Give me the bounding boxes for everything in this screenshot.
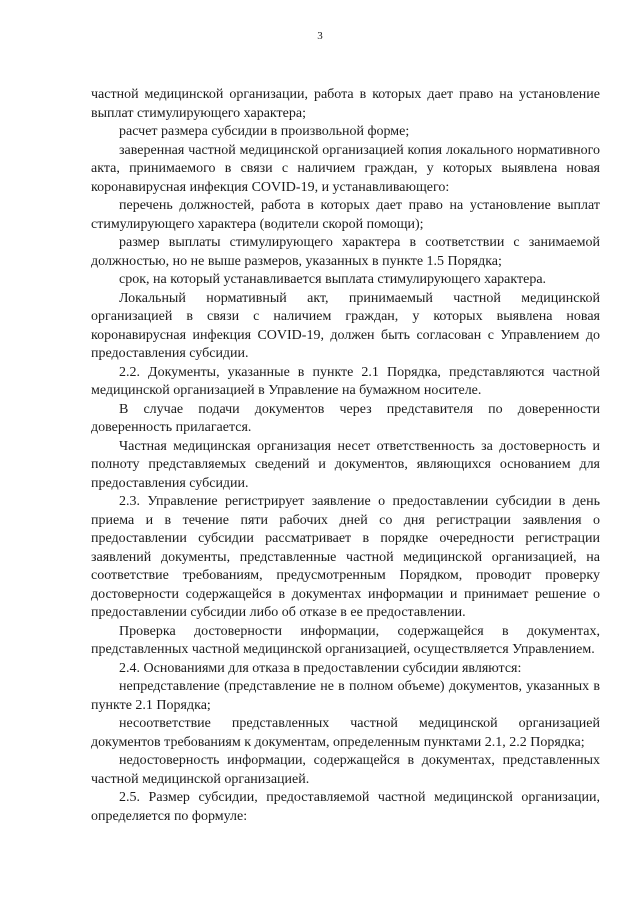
paragraph: перечень должностей, работа в которых дает право на установление выплат стимулирующего характера (водители скорой помощи); [91,198,600,232]
paragraph: В случае подачи документов через представителя по доверенности доверенность прилагается. [91,401,600,435]
paragraph: расчет размера субсидии в произвольной форме; [119,124,410,139]
paragraph: недостоверность информации, содержащейся в документах, представленных частной медицинской организацией. [91,753,600,787]
paragraph: непредставление (представление не в полном объеме) документов, указанных в пункте 2.1 Порядка; [91,679,600,713]
document-body [91,86,600,826]
paragraph: Локальный нормативный акт, принимаемый частной медицинской организацией в связи с наличием граждан, у которых выявлена новая коронавирусная инфекция COVID-19, должен быть согласован с Управлением до предоставления субсидии. [91,290,600,361]
paragraph: размер выплаты стимулирующего характера в соответствии с занимаемой должностью, но не выше размеров, указанных в пункте 1.5 Порядка; [91,235,600,269]
paragraph: 2.2. Документы, указанные в пункте 2.1 Порядка, представляются частной медицинской организацией в Управление на бумажном носителе. [91,364,600,398]
paragraph: Проверка достоверности информации, содержащейся в документах, представленных частной медицинской организацией, осуществляется Управлением. [91,623,600,657]
paragraph: заверенная частной медицинской организацией копия локального нормативного акта, принимаемого в связи с наличием граждан, у которых выявлена новая коронавирусная инфекция COVID-19, и устанавливающего: [91,142,600,195]
paragraph: 2.4. Основаниями для отказа в предоставлении субсидии являются: [119,660,522,676]
paragraph: Частная медицинская организация несет ответственность за достоверность и полноту представляемых сведений и документов, являющихся основанием для предоставления субсидии. [91,438,600,491]
paragraph: частной медицинской организации, работа в которых дает право на установление выплат стимулирующего характера; [91,87,600,121]
paragraph: 2.3. Управление регистрирует заявление о предоставлении субсидии в день приема и в течение пяти рабочих дней со дня регистрации заявления о предоставлении субсидии рассматривает в порядке очередности регистрации заявлений документы, представленные частной медицинской организацией, на соответствие требованиям, предусмотренным Порядком, проводит проверку достоверности содержащейся в документах информации и принимает решение о предоставлении субсидии либо об отказе в ее предоставлении. [91,494,600,620]
paragraph: 2.5. Размер субсидии, предоставляемой частной медицинской организации, определяется по формуле: [91,790,600,824]
page-number: 3 [317,30,323,42]
paragraph: несоответствие представленных частной медицинской организацией документов требованиям к документам, определенным пунктами 2.1, 2.2 Порядка; [91,716,600,750]
paragraph: срок, на который устанавливается выплата стимулирующего характера. [119,272,547,287]
